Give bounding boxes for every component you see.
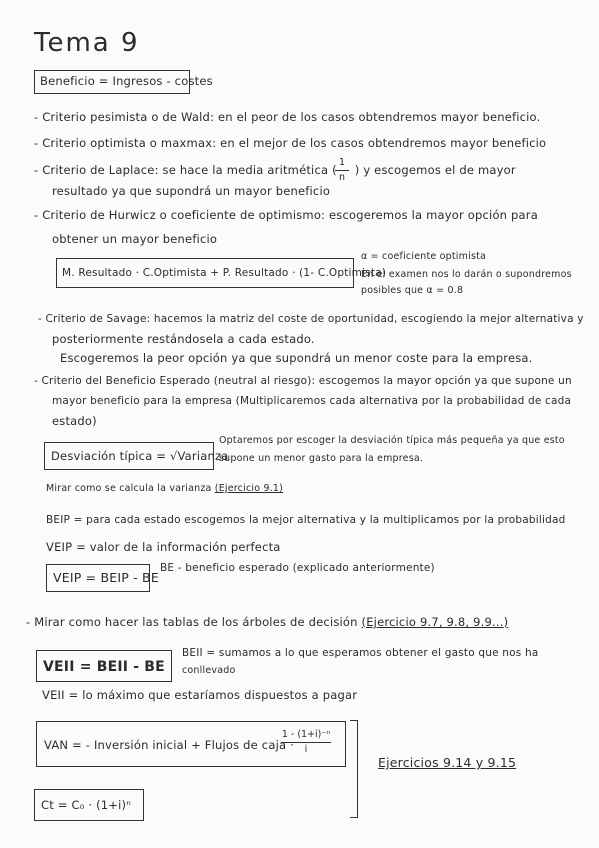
hurwicz-note-1: α = coeficiente optimista	[361, 251, 487, 262]
page-title: Tema 9	[34, 28, 140, 58]
laplace-text-b: ) y escogemos el de mayor	[354, 163, 516, 177]
criterio-wald: - Criterio pesimista o de Wald: en el peor de los casos obtendremos mayor beneficio.	[34, 110, 541, 124]
be-note: BE - beneficio esperado (explicado anteriormente)	[160, 562, 435, 574]
ejercicio-9-1: (Ejercicio 9.1)	[214, 483, 284, 494]
laplace-den: n	[338, 171, 346, 183]
desviacion-note-2: supone un menor gasto para la empresa.	[219, 453, 424, 464]
desviacion-formula-box	[44, 442, 229, 470]
beneficio-esperado-cont-1: mayor beneficio para la empresa (Multiplicaremos cada alternativa por la probabilidad de cada	[52, 395, 572, 407]
beii-definition-1: BEII = sumamos a lo que esperamos obtener el gasto que nos ha	[182, 647, 539, 659]
van-numerator: 1 - (1+i)⁻ⁿ	[281, 729, 331, 740]
veip-formula-box	[46, 564, 159, 592]
hurwicz-note-3: posibles que α = 0.8	[361, 285, 464, 296]
veip-definition: VEIP = valor de la información perfecta	[46, 540, 281, 554]
criterio-hurwicz: - Criterio de Hurwicz o coeficiente de optimismo: escogeremos la mayor opción para	[34, 208, 538, 222]
laplace-cont: resultado ya que supondrá un mayor beneficio	[52, 184, 331, 198]
criterio-beneficio-esperado: - Criterio del Beneficio Esperado (neutral al riesgo): escogemos la mayor opción ya que supone un	[34, 375, 572, 387]
veii-formula-box	[36, 650, 172, 682]
ct-formula: Ct = C₀ · (1+i)ⁿ	[41, 798, 131, 812]
beip-definition: BEIP = para cada estado escogemos la mejor alternativa y la multiplicamos por la probabilidad	[46, 514, 566, 526]
van-fraction	[281, 730, 331, 754]
desviacion-note-1: Optaremos por escoger la desviación típica más pequeña ya que esto	[219, 435, 565, 446]
criterio-maxmax: - Criterio optimista o maxmax: en el mejor de los casos obtendremos mayor beneficio	[34, 136, 547, 150]
ejercicios-arboles: (Ejercicio 9.7, 9.8, 9.9...)	[361, 615, 509, 629]
desviacion-formula: Desviación típica = √Varianza	[51, 449, 229, 463]
laplace-text-a: - Criterio de Laplace: se hace la media aritmética (	[34, 163, 337, 177]
van-formula-box	[36, 721, 346, 767]
arboles-text: - Mirar como hacer las tablas de los árboles de decisión	[26, 615, 358, 629]
ct-formula-box	[34, 789, 144, 821]
savage-cont-1: posteriormente restándosela a cada estado.	[52, 332, 315, 346]
arboles-note	[26, 617, 508, 629]
van-denominator: i	[304, 743, 308, 755]
beii-definition-2: conllevado	[182, 665, 236, 676]
exercises-reference: Ejercicios 9.14 y 9.15	[378, 755, 517, 770]
savage-cont-2: Escogeremos la peor opción ya que supondrá un menor coste para la empresa.	[60, 351, 533, 365]
beneficio-esperado-cont-2: estado)	[52, 414, 97, 428]
criterio-laplace	[34, 165, 516, 177]
veii-definition: VEII = lo máximo que estaríamos dispuestos a pagar	[42, 688, 358, 702]
varianza-note	[46, 484, 283, 494]
veip-formula: VEIP = BEIP - BE	[53, 570, 159, 585]
hurwicz-formula-box	[56, 258, 387, 288]
hurwicz-note-2: En el examen nos lo darán o supondremos	[361, 269, 572, 280]
formulas-bracket	[351, 720, 358, 818]
benefit-formula: Beneficio = Ingresos - costes	[40, 74, 213, 88]
hurwicz-cont: obtener un mayor beneficio	[52, 232, 218, 246]
varianza-text: Mirar como se calcula la varianza	[46, 483, 212, 494]
benefit-formula-box	[34, 70, 213, 94]
laplace-num: 1	[338, 157, 346, 168]
van-formula: VAN = - Inversión inicial + Flujos de caja ·	[44, 738, 294, 752]
laplace-fraction	[335, 158, 349, 182]
criterio-savage: - Criterio de Savage: hacemos la matriz del coste de oportunidad, escogiendo la mejor alternativa y	[38, 313, 584, 325]
veii-formula: VEII = BEII - BE	[43, 659, 165, 675]
hurwicz-formula: M. Resultado · C.Optimista + P. Resultado · (1- C.Optimista)	[62, 267, 387, 279]
